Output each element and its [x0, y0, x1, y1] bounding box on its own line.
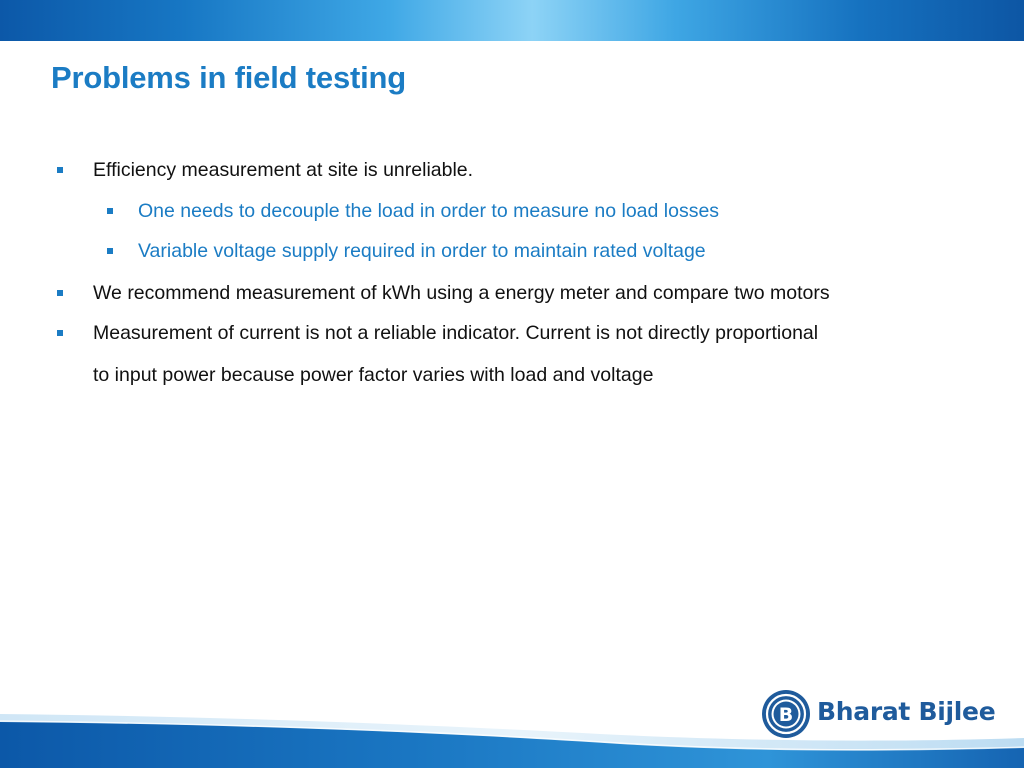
- svg-text:B: B: [778, 704, 794, 726]
- bullet-marker: [57, 290, 63, 296]
- sub-bullet-marker: [107, 248, 113, 254]
- logo-text: Bharat Bijlee: [817, 697, 996, 726]
- sub-bullet-marker: [107, 208, 113, 214]
- bullet-item: We recommend measurement of kWh using a energy meter and compare two motors: [93, 282, 830, 304]
- logo-emblem-icon: [760, 688, 812, 740]
- sub-bullet-item: One needs to decouple the load in order to measure no load losses: [138, 200, 720, 222]
- bharat-bijlee-logo: [760, 688, 996, 740]
- bullet-item: Efficiency measurement at site is unreliable.: [93, 159, 474, 181]
- bullet-marker: [57, 167, 63, 173]
- bullet-marker: [57, 330, 63, 336]
- bullet-item-continuation: to input power because power factor varies with load and voltage: [93, 364, 654, 386]
- top-header-band: [0, 0, 1024, 41]
- slide-title: Problems in field testing: [51, 60, 406, 95]
- sub-bullet-item: Variable voltage supply required in order to maintain rated voltage: [138, 240, 706, 262]
- bullet-item: Measurement of current is not a reliable indicator. Current is not directly proportional: [93, 322, 819, 344]
